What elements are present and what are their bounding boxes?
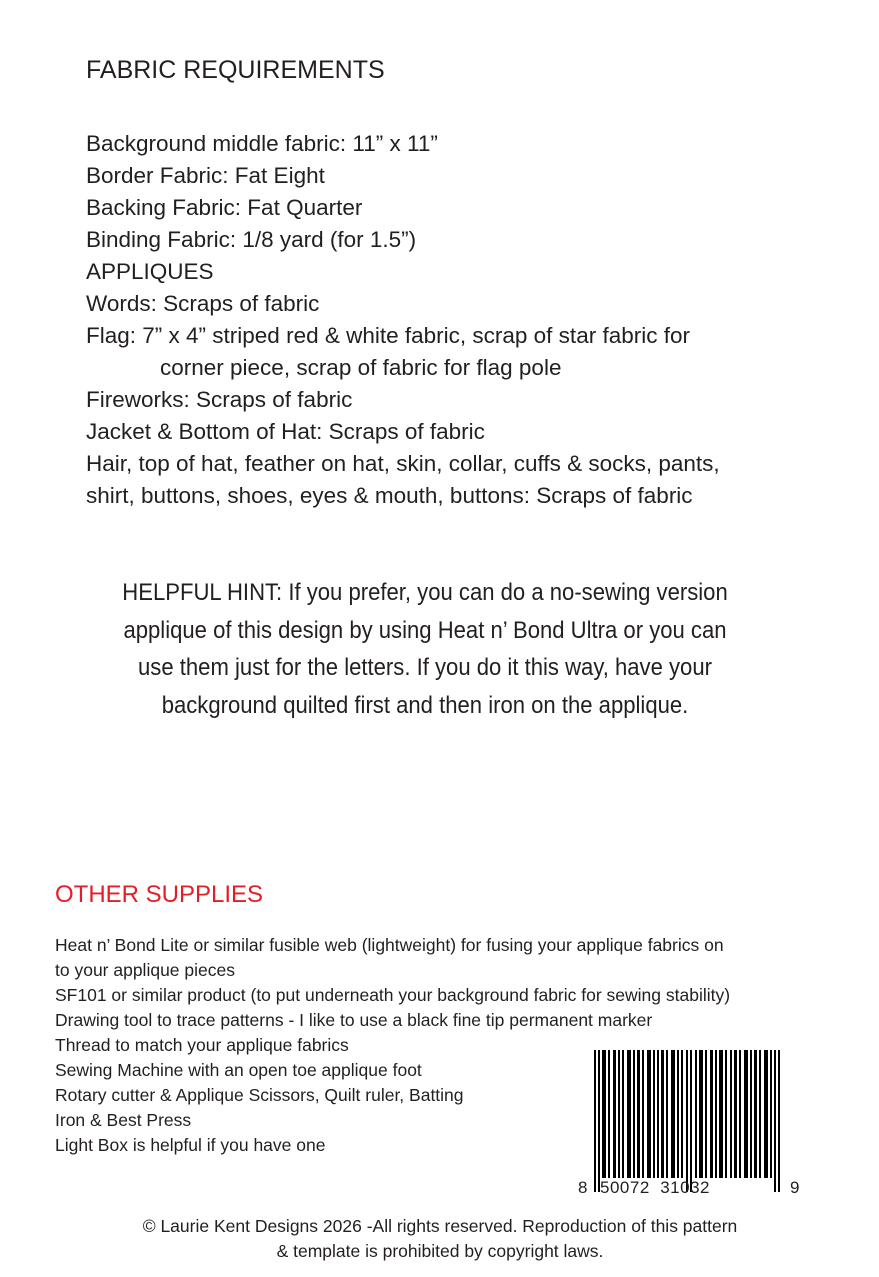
hint-line: background quilted first and then iron on the applique.	[161, 691, 689, 719]
requirement-line: Border Fabric: Fat Eight	[86, 163, 325, 188]
fabric-requirements-heading: FABRIC REQUIREMENTS	[86, 56, 385, 84]
barcode-last-digit: 9	[790, 1178, 800, 1197]
appliques-subheading: APPLIQUES	[86, 259, 214, 284]
hint-line: applique of this design by using Heat n’ Bond Ultra or you can	[123, 616, 727, 644]
supply-line: Sewing Machine with an open toe applique foot	[55, 1060, 422, 1080]
supply-line: to your applique pieces	[55, 960, 235, 980]
supply-line: Drawing tool to trace patterns - I like to use a black fine tip permanent marker	[55, 1010, 653, 1030]
requirement-line: Fireworks: Scraps of fabric	[86, 387, 353, 412]
supply-line: Thread to match your applique fabrics	[55, 1035, 349, 1055]
copyright-line: & template is prohibited by copyright laws.	[276, 1241, 604, 1261]
hint-line: HELPFUL HINT: If you prefer, you can do a no-sewing version	[122, 579, 728, 606]
other-supplies-heading: OTHER SUPPLIES	[55, 881, 264, 908]
barcode-bars	[594, 1050, 780, 1192]
supply-line: Light Box is helpful if you have one	[55, 1135, 326, 1155]
requirement-line: Flag: 7” x 4” striped red & white fabric, scrap of star fabric for	[86, 323, 690, 348]
fabric-requirements-list	[86, 128, 846, 512]
copyright-line: © Laurie Kent Designs 2026 -All rights reserved. Reproduction of this pattern	[142, 1216, 738, 1236]
helpful-hint	[89, 574, 761, 724]
requirement-line-continued: corner piece, scrap of fabric for flag pole	[160, 355, 562, 380]
requirement-line: Words: Scraps of fabric	[86, 291, 320, 316]
barcode-first-digit: 8	[578, 1178, 588, 1197]
barcode-middle-digits: 50072 31032	[600, 1178, 710, 1197]
requirement-line: Background middle fabric: 11” x 11”	[86, 131, 438, 156]
requirement-line: Jacket & Bottom of Hat: Scraps of fabric	[86, 419, 485, 444]
requirement-line: shirt, buttons, shoes, eyes & mouth, buttons: Scraps of fabric	[86, 483, 693, 508]
supply-line: Rotary cutter & Applique Scissors, Quilt ruler, Batting	[55, 1085, 464, 1105]
requirement-line: Hair, top of hat, feather on hat, skin, collar, cuffs & socks, pants,	[86, 451, 720, 476]
requirement-line: Backing Fabric: Fat Quarter	[86, 195, 363, 220]
supply-line: SF101 or similar product (to put underneath your background fabric for sewing stability)	[55, 985, 731, 1005]
hint-line: use them just for the letters. If you do it this way, have your	[138, 654, 712, 681]
requirement-line: Binding Fabric: 1/8 yard (for 1.5”)	[86, 227, 417, 252]
supply-line: Iron & Best Press	[55, 1110, 192, 1130]
copyright-notice	[40, 1214, 840, 1264]
supply-line: Heat n’ Bond Lite or similar fusible web (lightweight) for fusing your applique fabrics on	[55, 935, 724, 955]
